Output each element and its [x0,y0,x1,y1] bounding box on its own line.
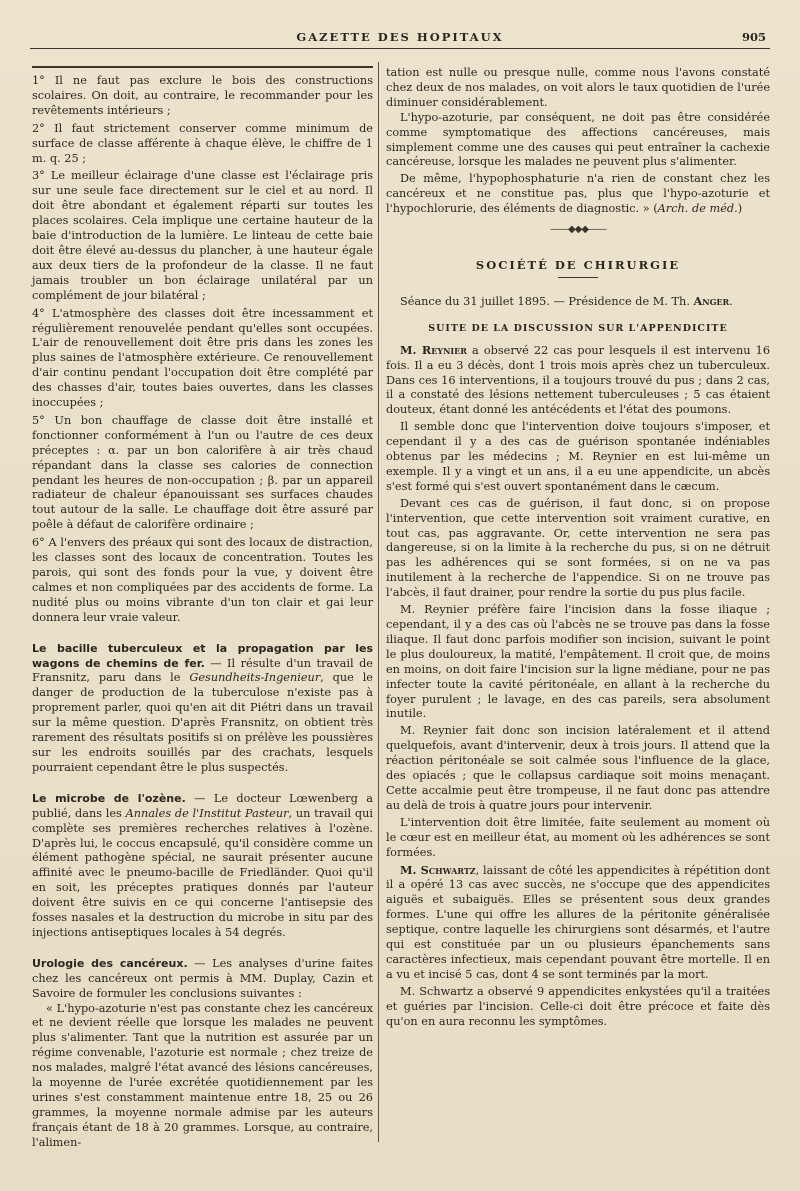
continued-text: L'hypo-azoturie, par conséquent, ne doit pas être considérée comme symptomatique des affections cancéreuses, mais simplement comme une des causes qui peut entraîner la cachexie cancéreuse, lorsque les malades ne peuvent plus s'alimenter. [386,110,770,169]
quote-text: « L'hypo-azoturie n'est pas constante chez les cancéreux et ne devient réelle que lorsque les malades ne peuvent plus s'alimenter. Tant que la nutrition est assurée par un régime convenable, l'azoturie est normale ; chez treize de nos malades, malgré l'état avancé des lésions cancéreuses, la moyenne de l'urée excrétée quotidiennement par les urines s'est constamment maintenue entre 18, 25 ou 26 grammes, la moyenne normale admise par les auteurs français étant de 18 à 20 grammes. Lorsque, au contraire, l'alimen- [32,1001,373,1149]
top-rule [32,66,373,68]
article-title: Le microbe de l'ozène. [32,791,186,805]
closing-paren: ) [737,202,743,216]
article-tuberculosis [32,642,373,776]
column-divider [378,62,379,1142]
discussion-subheading: SUITE DE LA DISCUSSION SUR L'APPENDICITE [428,322,728,334]
short-rule [558,277,598,278]
article-title: Urologie des cancéreux. [32,956,188,970]
speaker-name: M. Schwartz [400,862,476,877]
paragraph-text: a observé 22 cas pour lesquels il est intervenu 16 fois. Il a eu 3 décès, dont 1 trois mois après chez un tuberculeux. Dans ces 16 interventions, il a toujours trouvé du pus ; dans 2 cas, il a constaté des lésions nettement tuberculeuses ; 5 cas étaient douteux, étant donné les antécédents et l'état des poumons. [386,343,771,417]
article-source: Gesundheits-Ingenieur [189,671,321,685]
discussion-paragraph: Devant ces cas de guérison, il faut donc, si on propose l'intervention, que cette intervention soit vraiment curative, en tout cas, pas aggravante. Or, cette intervention ne sera pas dangereuse, si on la limite à la recherche du pus, si on ne détruit pas les adhérences qui se sont formées, si on ne va pas inutilement à la recherche de l'appendice. Si on ne trouve pas l'abcès, il faut drainer, pour rendre la sortie du pus plus facile. [386,496,770,600]
discussion-paragraph [386,343,770,419]
seance-end: . [729,294,733,308]
conclusion-item: 4° L'atmosphère des classes doit être incessamment et régulièrement renouvelée pendant qu'elles sont occupées. L'air de renouvellement doit être pris dans les zones les plus saines de l'atmosphère extérieure. Ce renouvellement d'air continu pendant l'occupation doit être complété par des chasses d'air, toutes baies ouvertes, dans les classes inoccupées ; [32,306,373,410]
conclusion-item: 2° Il faut strictement conserver comme minimum de surface de classe afférente à chaque élève, le chiffre de 1 m. q. 25 ; [32,121,373,165]
article-text: , un travail qui complète ses premières recherches relatives à l'ozène. D'après lui, le coccus encapsulé, qu'il considère comme un élément pathogène spécial, ne saurait présenter aucune affinité avec le pneumo-bacille de Friedländer. Quoi qu'il en soit, les préceptes pratiques donnés par l'auteur doivent être suivis en ce qui concerne l'antisepsie des fosses nasales et la destruction du microbe in situ par des injections antiseptiques locales à 54 degrés. [32,806,373,939]
continued-text [386,172,770,217]
section-ornament: ——◆◆◆—— [549,224,607,236]
left-column [32,66,373,1153]
article-text: , que le danger de production de la tuberculose n'existe pas à proprement parler, quoi qu'en ait dit Piétri dans un travail sur la même question. D'après Fransnitz, on obtient très rarement des résultats positifs si on prélève les poussières sur les endroits souillés par des crachats, lesquels pourraient cependant être le plus suspectés. [32,671,373,774]
discussion-paragraph: L'intervention doit être limitée, faite seulement au moment où le cœur est en meilleur état, au moment où les adhérences se sont formées. [386,815,770,859]
conclusion-item: 6° A l'envers des préaux qui sont des locaux de distraction, les classes sont des locaux de concentration. Toutes les parois, qui sont des fonds pour la vue, y doivent être calmes et non compliquées par des accidents de forme. La nudité plus ou moins vibrante d'un ton clair et gai leur donnera leur vraie valeur. [32,536,373,624]
seance-text: Séance du 31 juillet 1895. — Présidence de M. Th. [400,294,694,308]
running-title: GAZETTE DES HOPITAUX [296,30,504,44]
society-title: SOCIÉTÉ DE CHIRURGIE [475,257,681,272]
discussion-paragraph: M. Reynier fait donc son incision latéralement et il attend quelquefois, avant d'intervenir, deux à trois jours. Il attend que la réaction péritonéale se soit calmée sous l'influence de la glace, des opiacés ; que le collapsus cardiaque soit moins menaçant. Cette accalmie peut être trompeuse, il ne faut donc pas attendre au delà de trois à quatre jours pour intervenir. [386,724,770,812]
seance-line [386,294,770,310]
conclusion-item: 5° Un bon chauffage de classe doit être installé et fonctionner conformément à l'un ou l'autre de ces deux préceptes : α. par un bon calorifère à air très chaud répandant dans la classe ses calories de connection pendant les heures de non-occupation ; β. par un appareil radiateur de chaleur épanouissant ses surfaces chaudes tout autour de la salle. Le chauffage doit être assuré par poêle à défaut de calorifère ordinaire ; [32,413,373,532]
discussion-paragraph: Il semble donc que l'intervention doive toujours s'imposer, et cependant il y a des cas de guérison spontanée indéniables obtenus par les médecins ; M. Reynier en est lui-même un exemple. Il y a vingt et un ans, il a eu une appendicite, un abcès s'est formé qui s'est ouvert spontanément dans le cæcum. [386,420,770,493]
header-rule [30,48,770,49]
running-head [30,30,770,50]
conclusion-item: 1° Il ne faut pas exclure le bois des constructions scolaires. On doit, au contraire, le recommander pour les revêtements intérieurs ; [32,74,373,117]
conclusion-item: 3° Le meilleur éclairage d'une classe est l'éclairage pris sur une seule face directement sur le ciel et au nord. Il doit être abondant et également réparti sur toutes les places scolaires. Cela implique une certaine hauteur de la baie d'introduction de la lumière. Le linteau de cette baie doit être élevé au-dessus du plancher, à une hauteur égale aux deux tiers de la profondeur de la classe. Il ne faut jamais troubler un bon éclairage unilatéral par un complément de jour bilatéral ; [32,169,373,302]
right-column [386,66,770,1031]
journal-source: Arch. de méd. [657,202,738,216]
discussion-paragraph: M. Reynier préfère faire l'incision dans la fosse iliaque ; cependant, il y a des cas où l'abcès ne se trouve pas dans la fosse iliaque. Il faut donc parfois modifier son incision, suivant le point le plus douloureux, la matité, l'empâtement. Il croit que, de moins en moins, on doit faire l'incision sur la ligne médiane, pour ne pas infecter toute la cavité péritonéale, en allant à la recherche du foyer purulent ; le lavage, en des cas pareils, sera absolument inutile. [386,603,770,721]
article-title: Le bacille tuberculeux et la propagation par les wagons de chemins de fer. [32,641,373,670]
continued-text: tation est nulle ou presque nulle, comme nous l'avons constaté chez deux de nos malades, on voit alors le taux quotidien de l'urée diminuer considérablement. [386,66,770,109]
article-text: — Les analyses d'urine faites chez les cancéreux ont permis à MM. Duplay, Cazin et Savoire de formuler les conclusions suivantes : [32,956,373,1000]
speaker-name: M. Reynier [400,342,467,357]
page-number: 905 [741,30,766,44]
discussion-paragraph: M. Schwartz a observé 9 appendicites enkystées qu'il a traitées et guéries par l'incision. Celle-ci doit être précoce et faite dès qu'on en aura reconnu les symptômes. [386,984,770,1028]
article-urologie [32,957,373,1002]
paragraph-text: , laissant de côté les appendicites à répétition dont il a opéré 13 cas avec succès, ne s'occupe que des appendicites aiguës et subaiguës. Elles se présentent sous deux grandes formes. L'une qui offre les allures de la péritonite généralisée septique, contre laquelle les chirurgiens sont désarmés, et l'autre qui est constituée par un ou plusieurs épanchements sans caractères infectieux, mais cependant pouvant être mortelle. Il en a vu et incisé 5 cas, dont 4 se sont terminés par la mort. [386,863,770,981]
president-name: Anger [693,293,730,308]
discussion-paragraph [386,863,770,983]
article-ozene [32,792,373,941]
article-text: — Le docteur Lœwenberg a publié, dans les [32,791,373,820]
article-source: Annales de l'Institut Pasteur [125,806,289,820]
continued-text-body: De même, l'hypophosphaturie n'a rien de constant chez les cancéreux et ne constitue pas, plus que l'hypo-azoturie et l'hypochlorurie, des éléments de diagnostic. » ( [386,172,770,216]
article-text: — Il résulte d'un travail de Fransnitz, paru dans le [32,656,373,685]
